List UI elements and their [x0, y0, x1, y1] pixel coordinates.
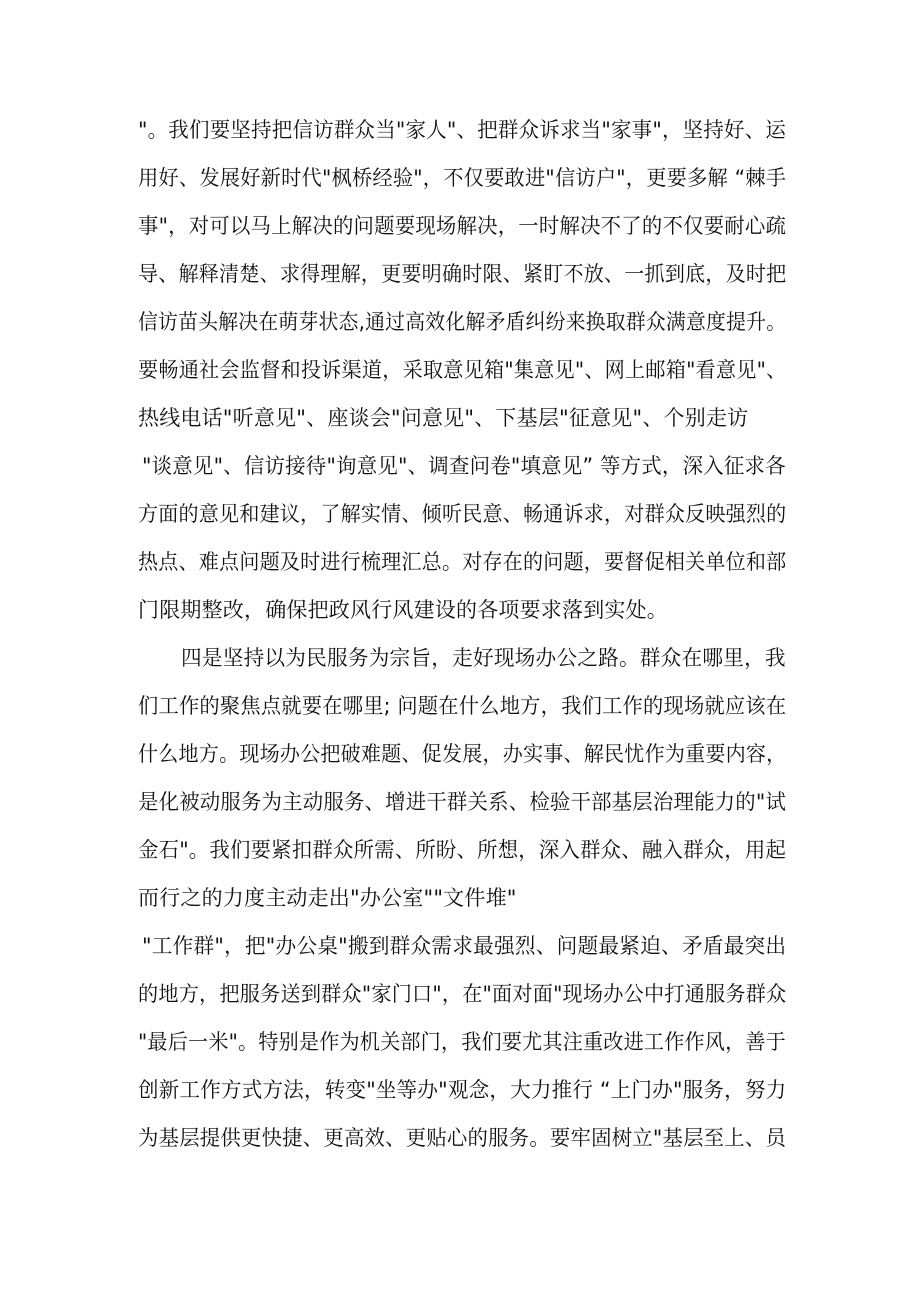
text-line: 金石"。我们要紧扣群众所需、所盼、所想，深入群众、融入群众，用起: [138, 838, 787, 862]
text-line: 为基层提供更快捷、更高效、更贴心的服务。要牢固树立"基层至上、员: [138, 1126, 787, 1150]
text-line: 创新工作方式方法，转变"坐等办"观念，大力推行 “上门办"服务，努力: [138, 1078, 787, 1102]
text-line: 导、解释清楚、求得理解，更要明确时限、紧盯不放、一抓到底，及时把: [138, 262, 787, 286]
text-line: "谈意见"、信访接待"询意见"、调查问卷"填意见” 等方式，深入征求各: [142, 454, 786, 478]
text-line: 们工作的聚焦点就要在哪里; 问题在什么地方，我们工作的现场就应该在: [138, 694, 787, 718]
text-line: "工作群"，把"办公桌"搬到群众需求最强烈、问题最紧迫、矛盾最突出: [142, 934, 787, 958]
text-line: 要畅通社会监督和投诉渠道，采取意见箱"集意见"、网上邮箱"看意见"、: [138, 358, 787, 382]
text-line: 门限期整改，确保把政风行风建设的各项要求落到实处。: [138, 598, 668, 622]
text-line: 用好、发展好新时代"枫桥经验"，不仅要敢进"信访户"，更要多解 “棘手: [138, 166, 787, 190]
text-line: 热线电话"听意见"、座谈会"问意见"、下基层"征意见"、个别走访: [138, 406, 749, 430]
text-line: 而行之的力度主动走出"办公室""文件堆": [138, 886, 517, 910]
text-line: 是化被动服务为主动服务、增进干群关系、检验干部基层治理能力的"试: [138, 790, 787, 814]
text-line: 什么地方。现场办公把破难题、促发展，办实事、解民忧作为重要内容，: [138, 742, 787, 766]
text-line: "。我们要坚持把信访群众当"家人"、把群众诉求当"家事"，坚持好、运: [138, 118, 787, 142]
text-line: 热点、难点问题及时进行梳理汇总。对存在的问题，要督促相关单位和部: [138, 550, 787, 574]
text-line: 信访苗头解决在萌芽状态,通过高效化解矛盾纠纷来换取群众满意度提升。: [138, 310, 787, 334]
text-line: 方面的意见和建议，了解实情、倾听民意、畅通诉求，对群众反映强烈的: [138, 502, 787, 526]
text-line: 事"，对可以马上解决的问题要现场解决，一时解决不了的不仅要耐心疏: [138, 214, 787, 238]
text-line: 的地方，把服务送到群众"家门口"，在"面对面"现场办公中打通服务群众: [138, 982, 787, 1006]
paragraph-first-line: 四是坚持以为民服务为宗旨，走好现场办公之路。群众在哪里，我: [181, 646, 786, 670]
text-line: "最后一米"。特别是作为机关部门，我们要尤其注重改进工作作风，善于: [138, 1030, 786, 1054]
